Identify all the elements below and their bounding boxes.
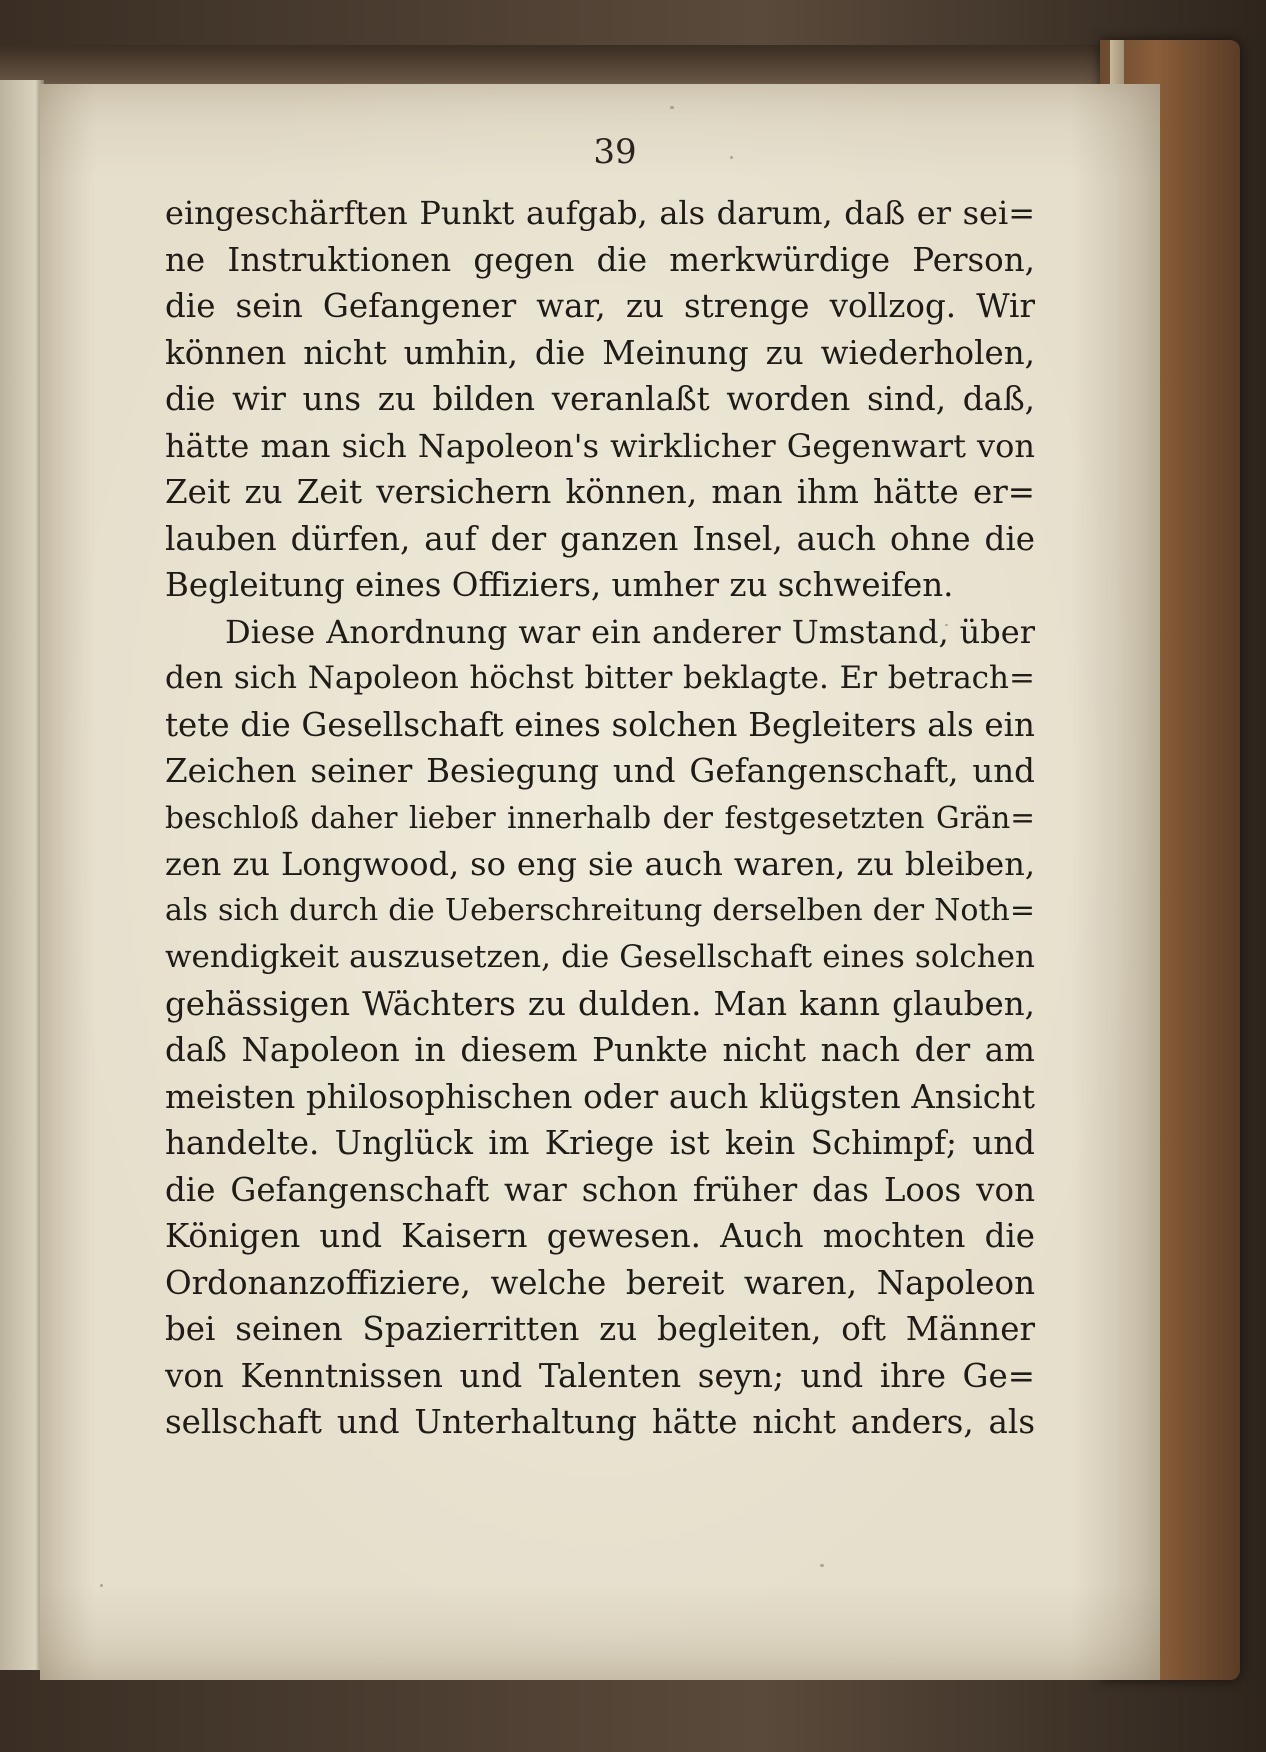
text-line-15: zen zu Longwood, so eng sie auch waren, zu bleiben, [165, 845, 1035, 883]
text-line-14: beschloß daher lieber innerhalb der festgesetzten Grän= [165, 800, 1035, 835]
text-line-21: handelte. Unglück im Kriege ist kein Schimpf; und [165, 1124, 1035, 1162]
text-line-10: Diese Anordnung war ein anderer Umstand, über [225, 612, 1035, 651]
text-line-18: gehässigen Wächters zu dulden. Man kann glauben, [165, 984, 1035, 1023]
text-line-2: ne Instruktionen gegen die merkwürdige Person, [165, 240, 1035, 279]
body-text [165, 190, 1035, 1446]
text-line-20: meisten philosophischen oder auch klügsten Ansicht [165, 1077, 1035, 1116]
text-line-22: die Gefangenschaft war schon früher das Loos von [165, 1170, 1035, 1209]
text-line-27: sellschaft und Unterhaltung hätte nicht anders, als [165, 1403, 1035, 1441]
text-line-13: Zeichen seiner Besiegung und Gefangenschaft, und [165, 752, 1035, 790]
text-line-7: Zeit zu Zeit versichern können, man ihm hätte er= [165, 473, 1035, 511]
text-line-1: eingeschärften Punkt aufgab, als darum, daß er sei= [165, 194, 1035, 232]
text-line-24: Ordonanzoffiziere, welche bereit waren, Napoleon [165, 1263, 1035, 1302]
text-line-19: daß Napoleon in diesem Punkte nicht nach der am [165, 1031, 1035, 1069]
text-line-11: den sich Napoleon höchst bitter beklagte. Er betrach= [165, 660, 1035, 696]
text-line-16: als sich durch die Ueberschreitung derselben der Noth= [165, 892, 1035, 928]
text-line-23: Königen und Kaisern gewesen. Auch mochten die [165, 1217, 1035, 1255]
text-line-8: lauben dürfen, auf der ganzen Insel, auch ohne die [165, 519, 1035, 558]
facing-page-edge [0, 80, 44, 1670]
text-line-9: Begleitung eines Offiziers, umher zu schweifen. [165, 566, 954, 604]
book-page [40, 84, 1160, 1680]
text-line-6: hätte man sich Napoleon's wirklicher Gegenwart von [165, 426, 1035, 465]
book-top-edge [0, 45, 1190, 85]
text-line-12: tete die Gesellschaft eines solchen Begleiters als ein [165, 705, 1035, 744]
text-line-25: bei seinen Spazierritten zu begleiten, oft Männer [165, 1310, 1035, 1348]
text-line-5: die wir uns zu bilden veranlaßt worden sind, daß, [165, 380, 1035, 418]
text-line-26: von Kenntnissen und Talenten seyn; und ihre Ge= [165, 1356, 1035, 1395]
text-line-3: die sein Gefangener war, zu strenge vollzog. Wir [165, 287, 1035, 325]
text-line-4: können nicht umhin, die Meinung zu wiederholen, [165, 333, 1035, 372]
page-number: 39 [593, 132, 637, 172]
text-line-17: wendigkeit auszusetzen, die Gesellschaft eines solchen [165, 939, 1035, 975]
